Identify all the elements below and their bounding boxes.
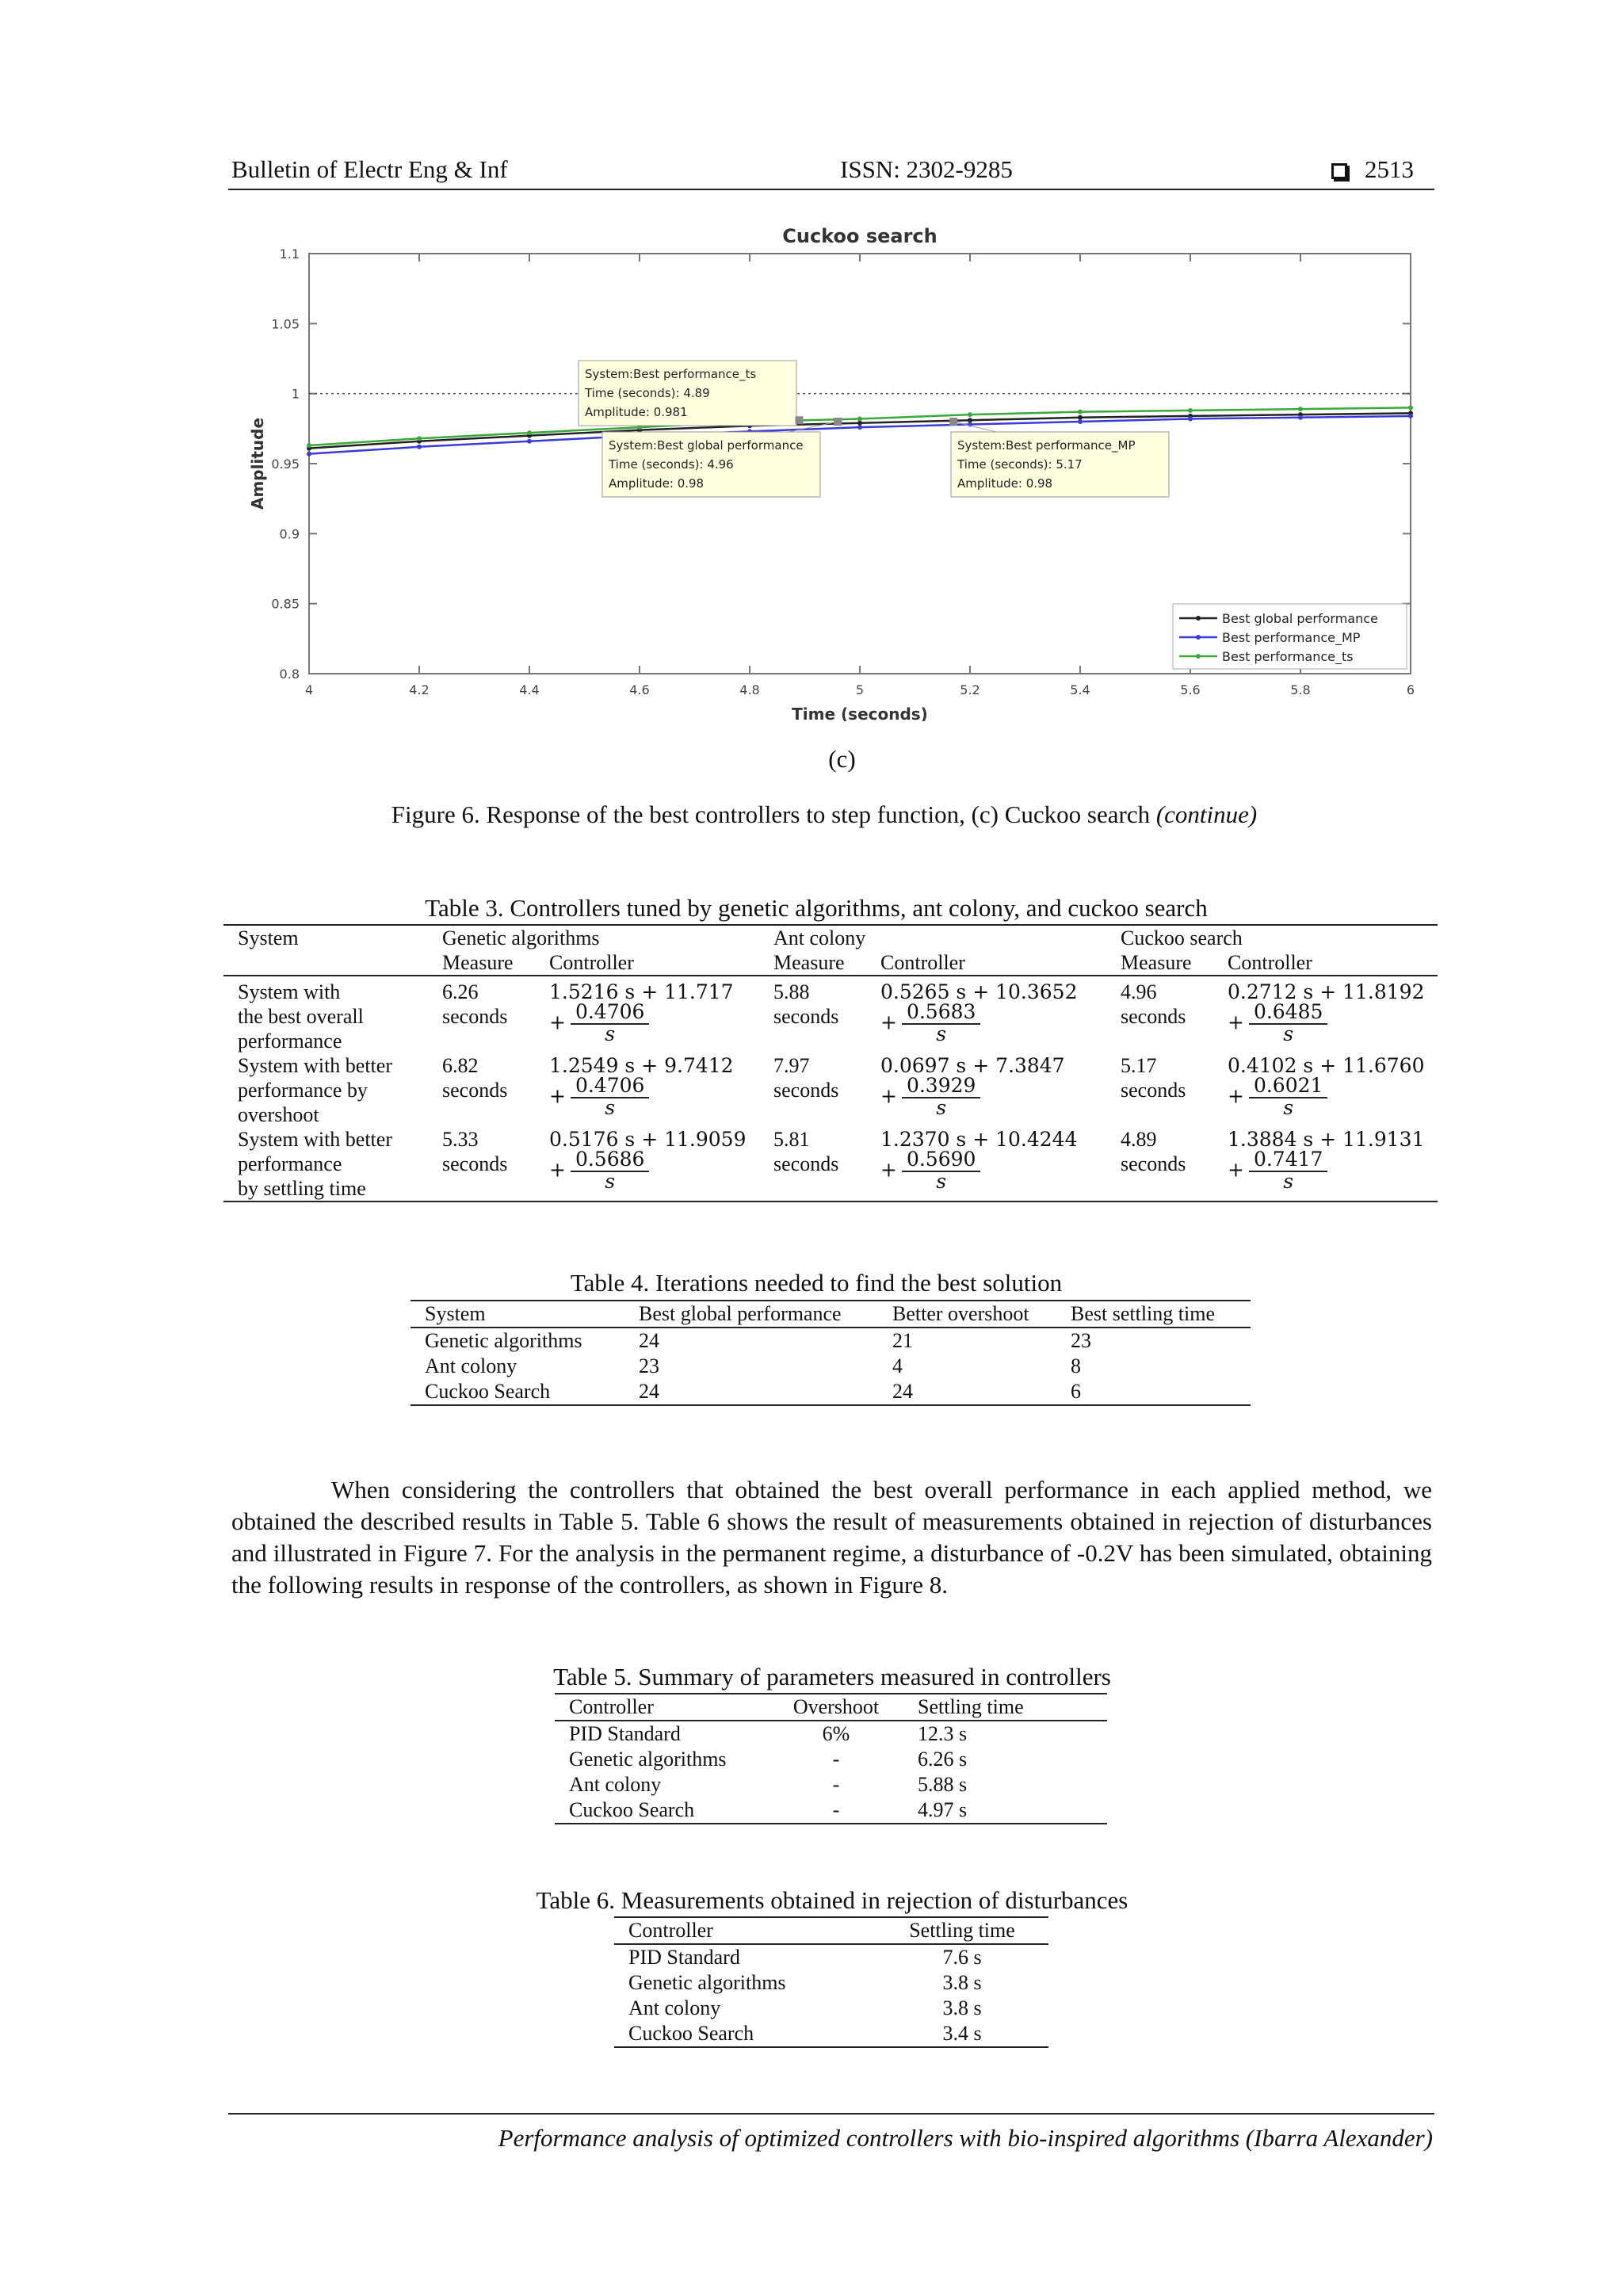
series-point	[968, 412, 972, 417]
table5-row	[555, 1797, 1107, 1824]
table3-measure-value: seconds	[442, 1079, 508, 1102]
table6	[614, 1916, 1048, 2048]
table3-measure-value: 5.81	[773, 1128, 810, 1151]
table6-cell: 7.6 s	[942, 1946, 982, 1969]
table3-sub-header	[223, 950, 1438, 976]
x-tick-label: 5.4	[1070, 682, 1090, 697]
table3-measure-cell	[759, 1127, 866, 1201]
table3-controller-cell	[535, 976, 759, 1053]
controller-expression: 1.3884 s + 11.9131	[1228, 1128, 1425, 1151]
table3-system-cell	[223, 1053, 428, 1127]
table3-measure-value: 6.26	[442, 980, 479, 1003]
series-point	[857, 416, 862, 421]
series-point	[417, 445, 422, 449]
table6-cell: 3.8 s	[942, 1996, 982, 2019]
table6-header-cell: Settling time	[876, 1917, 1048, 1944]
table3-measure-value: 4.89	[1121, 1128, 1157, 1151]
table3-group-header	[223, 925, 1438, 950]
x-tick-label: 5.8	[1290, 682, 1311, 697]
table3-system-label: by settling time	[238, 1177, 366, 1200]
table5-cell: Ant colony	[569, 1773, 662, 1796]
table3-measure-cell	[1106, 976, 1213, 1053]
legend-label: Best performance_MP	[1222, 630, 1361, 645]
x-tick-label: 4	[304, 682, 314, 697]
series-point	[307, 443, 311, 448]
table3-system-label: System with better	[238, 1054, 392, 1077]
table3-measure-value: 5.33	[442, 1128, 479, 1151]
table5-cell: 6.26 s	[918, 1748, 968, 1771]
table3-measure-cell	[1106, 1127, 1213, 1201]
table5-header-cell: Settling time	[903, 1694, 1107, 1721]
annotation-marker	[796, 416, 804, 424]
annotation-text: Time (seconds): 4.89	[585, 386, 710, 400]
series-point	[1298, 415, 1303, 420]
table4-cell: 24	[639, 1329, 659, 1352]
body-paragraph	[231, 1474, 1432, 1601]
table4-header-cell: System	[411, 1301, 624, 1328]
table4-cell: 6	[1071, 1380, 1081, 1403]
figure-caption	[0, 800, 1623, 829]
controller-expression: 0.2712 s + 11.8192	[1228, 980, 1425, 1003]
controller-expression: 1.5216 s + 11.717	[549, 980, 734, 1003]
table4-header-cell: Better overshoot	[878, 1301, 1056, 1328]
y-tick-label: 0.95	[271, 457, 300, 472]
table3-measure-value: seconds	[1121, 1152, 1186, 1175]
controller-expression: 1.2370 s + 10.4244	[880, 1128, 1078, 1151]
table4-cell: Genetic algorithms	[425, 1329, 582, 1352]
plus-sign: +	[1228, 1158, 1244, 1182]
x-tick-label: 5.6	[1180, 682, 1201, 697]
table5-row	[555, 1747, 1107, 1772]
plus-sign: +	[880, 1158, 897, 1182]
square-bullet-icon	[1331, 163, 1347, 179]
table3-group-ac: Ant colony	[773, 926, 866, 949]
table4-caption: Table 4. Iterations needed to find the best solution	[570, 1269, 1063, 1297]
table6-row	[614, 1996, 1048, 2021]
table6-row	[614, 1944, 1048, 1970]
annotation-text: System:Best performance_MP	[957, 438, 1136, 453]
controller-fraction	[1249, 1075, 1327, 1117]
fraction-numerator: 0.3929	[902, 1075, 980, 1098]
fraction-numerator: 0.4706	[571, 1075, 649, 1098]
plus-sign: +	[549, 1158, 566, 1182]
table3-row	[223, 976, 1438, 1053]
series-point	[1408, 414, 1413, 418]
table5-header-cell: Overshoot	[769, 1694, 903, 1721]
table4-cell: 23	[639, 1354, 659, 1377]
table5-cell: 12.3 s	[918, 1722, 968, 1745]
table5-cell: 6%	[822, 1722, 850, 1745]
table5-cell: -	[832, 1748, 840, 1771]
x-tick-label: 5	[855, 682, 865, 697]
legend-label: Best performance_ts	[1222, 649, 1354, 664]
annotation-text: Time (seconds): 4.96	[609, 457, 734, 472]
table4-cell: 4	[892, 1354, 903, 1377]
table3-measure-cell	[759, 976, 866, 1053]
fraction-numerator: 0.4706	[571, 1001, 649, 1025]
controller-fraction	[571, 1001, 649, 1044]
table4-row	[411, 1328, 1251, 1354]
table6-cell: 3.8 s	[942, 1971, 982, 1994]
fraction-denominator: s	[605, 1170, 616, 1193]
table3-measure-value: 4.96	[1121, 980, 1157, 1003]
annotation-text: Amplitude: 0.98	[609, 476, 705, 491]
table4-cell: 8	[1071, 1354, 1081, 1377]
issn: ISSN: 2302-9285	[840, 155, 1013, 183]
series-point	[527, 439, 532, 444]
table3-controller-cell	[535, 1127, 759, 1201]
legend-swatch-point	[1196, 654, 1201, 659]
table3-sub-measure: Measure	[1106, 950, 1213, 976]
controller-expression: 0.5176 s + 11.9059	[549, 1128, 747, 1151]
table4-cell: Cuckoo Search	[425, 1380, 551, 1403]
table4-row	[411, 1379, 1251, 1405]
fraction-denominator: s	[936, 1096, 947, 1119]
table5-cell: Cuckoo Search	[569, 1798, 695, 1821]
legend-swatch-point	[1196, 616, 1201, 621]
fraction-numerator: 0.5686	[571, 1148, 649, 1172]
table3-controller-cell	[1213, 1127, 1438, 1201]
fraction-numerator: 0.5683	[902, 1001, 980, 1025]
table3-system-label: the best overall	[238, 1005, 364, 1028]
table5	[555, 1693, 1107, 1824]
table3-system-label: performance	[238, 1152, 342, 1175]
table3-measure-value: 6.82	[442, 1054, 479, 1077]
controller-fraction	[1249, 1001, 1327, 1044]
table6-header-row	[614, 1917, 1048, 1944]
table3-measure-value: 7.97	[773, 1054, 810, 1077]
table3-controller-cell	[866, 1053, 1106, 1127]
table5-cell: 5.88 s	[918, 1773, 968, 1796]
x-tick-label: 4.8	[739, 682, 760, 697]
table3-measure-value: seconds	[442, 1005, 508, 1028]
fraction-numerator: 0.6021	[1249, 1075, 1327, 1098]
table3-body	[223, 976, 1438, 1201]
table5-row	[555, 1772, 1107, 1797]
table3-system-cell	[223, 976, 428, 1053]
footer-rule	[228, 2113, 1434, 2115]
table3-system-label: System with better	[238, 1128, 392, 1151]
fraction-denominator: s	[1283, 1022, 1294, 1045]
table3-group-ga: Genetic algorithms	[442, 926, 600, 949]
fraction-denominator: s	[605, 1022, 616, 1045]
controller-expression: 0.0697 s + 7.3847	[880, 1054, 1065, 1077]
table3-row	[223, 1127, 1438, 1201]
fraction-denominator: s	[1283, 1096, 1294, 1119]
table5-header-cell: Controller	[555, 1694, 769, 1721]
table6-header-cell: Controller	[614, 1917, 876, 1944]
series-point	[307, 452, 311, 457]
table3-measure-cell	[428, 976, 535, 1053]
table4-header-cell: Best global performance	[624, 1301, 878, 1328]
series-point	[1188, 416, 1193, 421]
fraction-denominator: s	[605, 1096, 616, 1119]
table4-cell: 21	[892, 1329, 913, 1352]
series-point	[1298, 407, 1303, 411]
table3-sub-controller: Controller	[535, 950, 759, 976]
plus-sign: +	[1228, 1084, 1244, 1108]
controller-fraction	[571, 1075, 649, 1117]
figure-caption-main: Figure 6. Response of the best controllers to step function, (c) Cuckoo search	[391, 800, 1151, 828]
x-tick-label: 6	[1406, 682, 1415, 697]
table6-row	[614, 1970, 1048, 1996]
table6-cell: PID Standard	[628, 1946, 740, 1969]
series-point	[968, 418, 972, 422]
running-footer: Performance analysis of optimized controllers with bio-inspired algorithms (Ibarra Alexander)	[498, 2124, 1433, 2152]
annotation-text: Time (seconds): 5.17	[957, 457, 1083, 472]
plus-sign: +	[549, 1084, 566, 1108]
table3-measure-value: 5.88	[773, 980, 810, 1003]
table4-header-cell: Best settling time	[1056, 1301, 1251, 1328]
table3-measure-value: seconds	[773, 1079, 839, 1102]
table3-measure-cell	[759, 1053, 866, 1127]
table4-cell: 24	[892, 1380, 913, 1403]
controller-fraction	[1249, 1148, 1327, 1191]
annotation-text: System:Best performance_ts	[585, 367, 757, 381]
series-point	[1078, 410, 1083, 415]
annotation-marker	[834, 418, 842, 426]
table6-row	[614, 2021, 1048, 2047]
table3-system-cell	[223, 1127, 428, 1201]
x-axis-label: Time (seconds)	[792, 705, 928, 721]
annotation-marker	[949, 418, 957, 426]
page-number-group	[1331, 155, 1414, 184]
chart-title: Cuckoo search	[782, 225, 938, 247]
table3-measure-cell	[428, 1053, 535, 1127]
table3-controller-cell	[866, 1127, 1106, 1201]
table4-row	[411, 1354, 1251, 1379]
table5-row	[555, 1721, 1107, 1747]
table3-controller-cell	[866, 976, 1106, 1053]
y-tick-label: 1	[291, 386, 300, 402]
controller-fraction	[571, 1148, 649, 1191]
header-rule	[228, 189, 1434, 190]
series-point	[1188, 408, 1193, 413]
series-point	[857, 421, 862, 426]
fraction-numerator: 0.6485	[1249, 1001, 1327, 1025]
table3	[223, 924, 1438, 1202]
series-point	[1078, 419, 1083, 424]
table4-cell: 23	[1071, 1329, 1091, 1352]
controller-expression: 0.5265 s + 10.3652	[880, 980, 1078, 1003]
table5-cell: Genetic algorithms	[569, 1748, 727, 1771]
x-tick-label: 5.2	[960, 682, 980, 697]
table3-row	[223, 1053, 1438, 1127]
table6-cell: Genetic algorithms	[628, 1971, 786, 1994]
fraction-denominator: s	[936, 1170, 947, 1193]
table6-cell: Cuckoo Search	[628, 2022, 754, 2045]
x-tick-label: 4.6	[629, 682, 650, 697]
body-paragraph-text: When considering the controllers that obtained the best overall performance in each applied method, we obtained the described results in Table 5. Table 6 shows the result of measurements obtained in rejection of disturbances and illustrated in Figure 7. For the analysis in the permanent regime, a disturbance of -0.2V has been simulated, obtaining the following results in response of the controllers, as shown in Figure 8.	[231, 1476, 1432, 1599]
table5-cell: PID Standard	[569, 1722, 681, 1745]
controller-expression: 1.2549 s + 9.7412	[549, 1054, 734, 1077]
table3-caption: Table 3. Controllers tuned by genetic algorithms, ant colony, and cuckoo search	[425, 894, 1208, 922]
table3-measure-value: seconds	[773, 1005, 839, 1028]
table6-cell: Ant colony	[628, 1996, 721, 2019]
table5-cell: -	[832, 1798, 840, 1821]
page-number: 2513	[1365, 155, 1414, 183]
y-axis-label: Amplitude	[248, 417, 267, 510]
y-tick-label: 0.8	[279, 667, 300, 682]
y-tick-label: 0.9	[279, 526, 300, 542]
plus-sign: +	[880, 1010, 897, 1034]
table3-controller-cell	[1213, 976, 1438, 1053]
table3-system-label: System with	[238, 980, 341, 1003]
table5-cell: -	[832, 1773, 840, 1796]
table3-col-system: System	[238, 926, 299, 949]
table3-measure-value: seconds	[1121, 1005, 1186, 1028]
table4	[411, 1300, 1251, 1406]
controller-expression: 0.4102 s + 11.6760	[1228, 1054, 1425, 1077]
figure-caption-italic: (continue)	[1155, 800, 1258, 828]
table3-controller-cell	[1213, 1053, 1438, 1127]
annotation-text: System:Best global performance	[609, 438, 804, 453]
controller-fraction	[902, 1001, 980, 1044]
table3-sub-controller: Controller	[1213, 950, 1438, 976]
series-point	[1078, 415, 1083, 420]
plus-sign: +	[880, 1084, 897, 1108]
x-tick-label: 4.4	[519, 682, 540, 697]
table3-measure-value: seconds	[442, 1152, 508, 1175]
table3-measure-value: seconds	[773, 1152, 839, 1175]
series-point	[527, 430, 532, 435]
fraction-numerator: 0.7417	[1249, 1148, 1327, 1172]
figure-panel-label: (c)	[828, 745, 856, 773]
legend-swatch-point	[1196, 635, 1201, 640]
annotation-text: Amplitude: 0.98	[957, 476, 1053, 491]
table3-measure-value: 5.17	[1121, 1054, 1157, 1077]
controller-fraction	[902, 1148, 980, 1191]
table3-sub-measure: Measure	[428, 950, 535, 976]
table3-measure-cell	[428, 1127, 535, 1201]
table3-system-label: performance by	[238, 1079, 368, 1102]
table5-header-row	[555, 1694, 1107, 1721]
table5-cell: 4.97 s	[918, 1798, 968, 1821]
step-response-chart	[238, 214, 1426, 721]
plus-sign: +	[1228, 1010, 1244, 1034]
plus-sign: +	[549, 1010, 566, 1034]
table3-controller-cell	[535, 1053, 759, 1127]
fraction-denominator: s	[936, 1022, 947, 1045]
x-tick-label: 4.2	[409, 682, 430, 697]
table4-header-row	[411, 1301, 1251, 1328]
series-point	[1408, 405, 1413, 410]
journal-name: Bulletin of Electr Eng & Inf	[231, 155, 508, 183]
fraction-numerator: 0.5690	[902, 1148, 980, 1172]
table3-system-label: performance	[238, 1030, 342, 1052]
table4-cell: 24	[639, 1380, 659, 1403]
y-tick-label: 1.05	[271, 316, 300, 332]
y-tick-label: 0.85	[271, 596, 300, 612]
table3-sub-controller: Controller	[866, 950, 1106, 976]
table3-system-label: overshoot	[238, 1103, 319, 1126]
table4-cell: Ant colony	[425, 1354, 517, 1377]
table3-group-cs: Cuckoo search	[1121, 926, 1243, 949]
table3-sub-measure: Measure	[759, 950, 866, 976]
controller-fraction	[902, 1075, 980, 1117]
table3-measure-cell	[1106, 1053, 1213, 1127]
table5-caption: Table 5. Summary of parameters measured in controllers	[553, 1663, 1111, 1690]
series-point	[857, 425, 862, 430]
legend-label: Best global performance	[1222, 611, 1378, 626]
y-tick-label: 1.1	[279, 246, 300, 262]
table3-measure-value: seconds	[1121, 1079, 1186, 1102]
table6-caption: Table 6. Measurements obtained in rejection of disturbances	[536, 1886, 1128, 1914]
fraction-denominator: s	[1283, 1170, 1294, 1193]
annotation-text: Amplitude: 0.981	[585, 405, 688, 419]
table6-cell: 3.4 s	[942, 2022, 982, 2045]
series-point	[417, 436, 422, 441]
